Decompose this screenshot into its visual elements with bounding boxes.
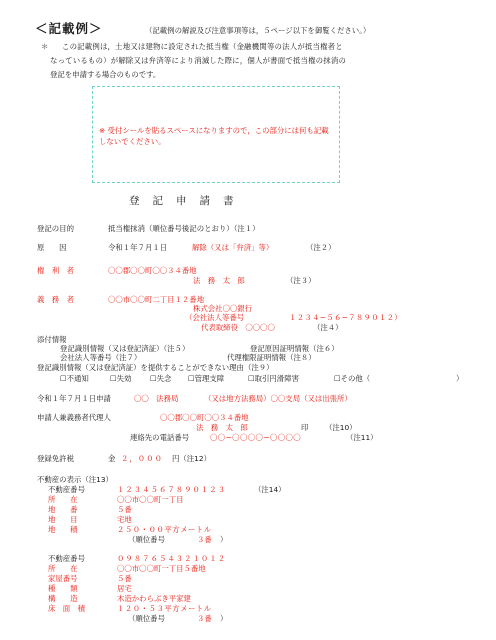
reason-other[interactable]: ☐その他（ [334, 374, 371, 383]
land-category: 宅地 [117, 515, 132, 524]
phone-label: 連絡先の電話番号 [130, 433, 190, 442]
land-rank-close: ） [220, 535, 228, 544]
corporate-number-label: （会社法人等番号 [185, 313, 245, 322]
agent-seal: 印 [301, 423, 309, 432]
floor-area: １２０・５３平方メートル [117, 604, 212, 613]
sticker-area-notice: ※ 受付シールを貼るスペースになりますので，この部分には何も記載しないでください。 [99, 126, 329, 146]
agent-label: 申請人兼義務者代理人 [37, 413, 111, 422]
land-number: １２３４５６７８９０１２３ [117, 485, 227, 494]
building-rank-value: ３番 [197, 614, 212, 623]
building-location-label: 所 在 [48, 564, 78, 573]
right-holder-note: （注３） [286, 276, 316, 285]
cause-label: 原 因 [37, 243, 67, 252]
cause-date: 令和１年７月１日 [108, 243, 168, 252]
floor-area-label: 床 面 積 [48, 604, 85, 613]
right-holder-address: 〇〇郡〇〇町〇〇３４番地 [108, 266, 197, 275]
land-location-label: 所 在 [48, 495, 78, 504]
reason-expired[interactable]: ☐失効 [110, 374, 132, 383]
attachments-label: 添付情報 [37, 335, 67, 344]
agent-note-11: （注11） [346, 433, 378, 442]
land-location: 〇〇市〇〇町一丁目 [117, 495, 184, 504]
example-heading: ＜記載例＞ [35, 21, 103, 36]
property-heading: 不動産の表示（注13） [37, 475, 113, 484]
obligor-label: 義 務 者 [37, 295, 74, 304]
filing-branch: （又は地方法務局）〇〇支局（又は出張所） [204, 394, 352, 403]
agent-note-10: （注10） [325, 423, 357, 432]
obligor-company: 株式会社〇〇銀行 [193, 304, 253, 313]
intro-line-3: 登記を申請する場合のものです。 [50, 70, 161, 79]
agent-address: 〇〇郡〇〇町〇〇３４番地 [160, 413, 249, 422]
reason-transaction-hindrance[interactable]: ☐取引円滑障害 [248, 374, 299, 383]
attachment-cause-proof: 登記原因証明情報（注６） [250, 344, 339, 353]
house-number: ５番 [117, 574, 132, 583]
land-lot: ５番 [117, 505, 132, 514]
asterisk-mark: ＊ [41, 42, 49, 51]
land-category-label: 地 目 [48, 515, 78, 524]
building-number-label: 不動産番号 [48, 554, 85, 563]
building-number: ０９８７６５４３２１０１２ [117, 554, 227, 563]
agent-name: 法 務 太 郎 [196, 423, 248, 432]
purpose-label: 登記の目的 [37, 224, 74, 233]
land-lot-label: 地 番 [48, 505, 78, 514]
building-rank-close: ） [220, 614, 228, 623]
reason-management-hindrance[interactable]: ☐管理支障 [188, 374, 225, 383]
building-rank-label: （順位番号 [128, 614, 165, 623]
land-rank-value: ３番 [197, 535, 212, 544]
land-area: ２５０・００平方メートル [117, 525, 212, 534]
building-type-label: 種 類 [48, 584, 78, 593]
house-number-label: 家屋番号 [48, 574, 78, 583]
building-location: 〇〇市〇〇町一丁目５番地 [117, 564, 206, 573]
building-structure-label: 構 造 [48, 594, 78, 603]
corporate-number: １２３４−５６−７８９０１２） [289, 313, 402, 322]
manual-note: （記載例の解説及び注意事項等は，５ページ以下を御覧ください。） [145, 26, 371, 35]
attachment-corporate-number: 会社法人等番号（注７） [60, 353, 142, 362]
building-type: 居宅 [117, 584, 132, 593]
phone-number: 〇〇−〇〇〇〇−〇〇〇〇 [210, 433, 302, 442]
land-number-label: 不動産番号 [48, 485, 85, 494]
right-holder-name: 法 務 太 郎 [193, 276, 245, 285]
purpose-value: 抵当権抹消（順位番号後記のとおり）（注１） [108, 224, 260, 233]
attachment-agency-proof: 代理権限証明情報（注８） [227, 353, 316, 362]
land-number-note: （注14） [254, 485, 286, 494]
land-rank-label: （順位番号 [128, 535, 165, 544]
tax-prefix: 金 [108, 454, 116, 463]
intro-line-1: この記載例は，土地又は建物に設定された抵当権（金融機関等の法人が抵当権者と [62, 42, 343, 51]
filing-date: 令和１年７月１日申請 [37, 394, 111, 403]
filing-office: 〇〇 法務局 [134, 394, 179, 403]
cause-reason: 解除（又は「弁済」等） [192, 243, 274, 252]
receipt-sticker-area [92, 86, 340, 183]
tax-suffix: 円（注12） [172, 454, 211, 463]
attachment-identification: 登記識別情報（又は登記済証）（注５） [60, 344, 190, 353]
obligor-address: 〇〇市〇〇町二丁目１２番地 [108, 295, 205, 304]
no-identification-reason: 登記識別情報（又は登記済証）を提供することができない理由（注９） [37, 363, 274, 372]
obligor-representative: 代表取締役 〇〇〇〇 [201, 323, 275, 332]
reason-not-notified[interactable]: ☐不通知 [60, 374, 89, 383]
land-area-label: 地 積 [48, 525, 78, 534]
reason-other-close: ） [456, 374, 464, 383]
tax-amount: ２，０００ [121, 454, 163, 463]
tax-label: 登録免許税 [37, 454, 74, 463]
reason-forgotten[interactable]: ☐失念 [150, 374, 172, 383]
cause-note: （注２） [306, 243, 336, 252]
right-holder-label: 権 利 者 [37, 266, 74, 275]
intro-line-2: なっているもの）が解除又は弁済等により消滅した際に，個人が書面で抵当権の抹消の [50, 56, 347, 65]
building-structure: 木造かわらぶき平家建 [117, 594, 191, 603]
obligor-note: （注４） [313, 323, 343, 332]
document-title: 登記申請書 [129, 195, 247, 207]
